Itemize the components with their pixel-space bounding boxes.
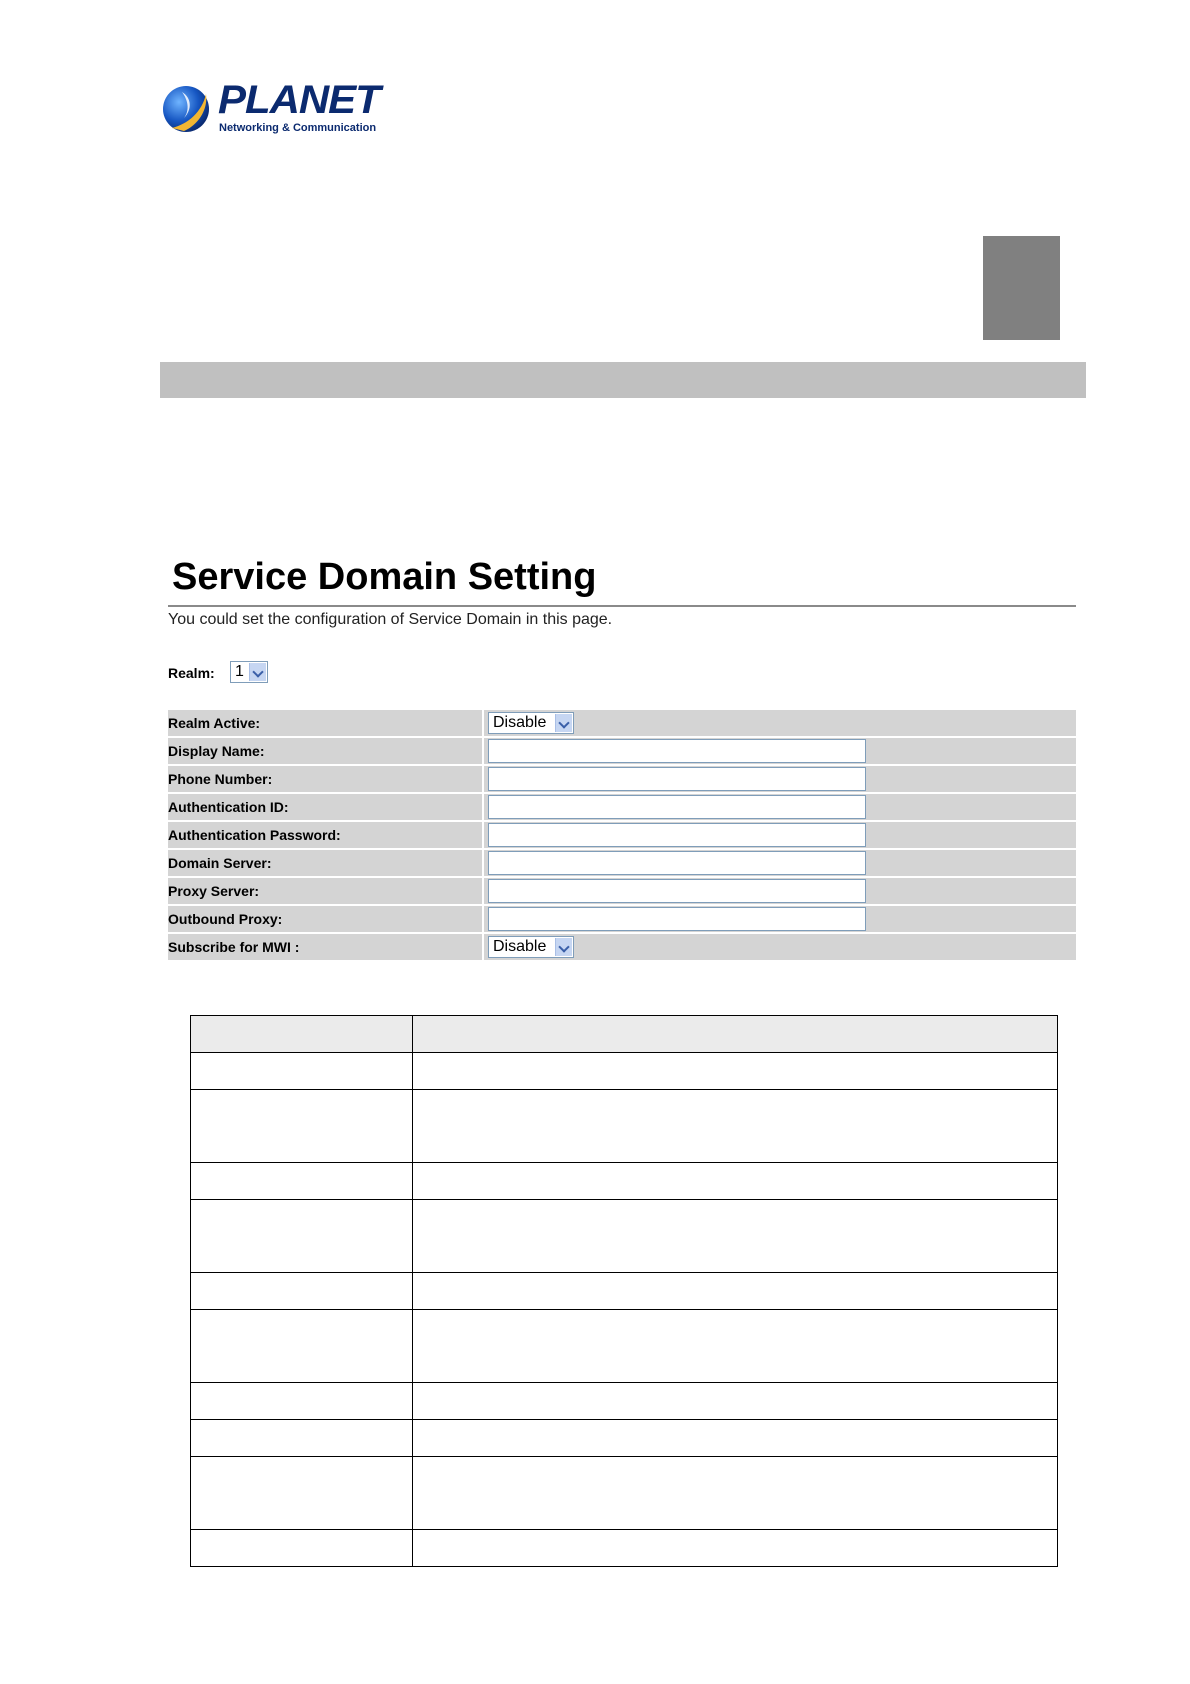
form-row-outbound-proxy (168, 906, 1076, 932)
realm-select[interactable] (230, 661, 268, 683)
table-cell (191, 1273, 413, 1310)
table-cell (191, 1016, 413, 1053)
table-cell (191, 1163, 413, 1200)
outbound-proxy-label: Outbound Proxy: (168, 911, 283, 927)
table-cell (413, 1420, 1058, 1457)
form-row-authentication-id (168, 794, 1076, 820)
table-cell (191, 1420, 413, 1457)
display-name-label: Display Name: (168, 743, 265, 759)
authentication-id-label: Authentication ID: (168, 799, 289, 815)
table-row (191, 1200, 1058, 1273)
chevron-down-icon (555, 938, 572, 956)
display-name-input[interactable] (488, 739, 866, 763)
form-row-display-name (168, 738, 1076, 764)
table-header-row (191, 1016, 1058, 1053)
form-row-realm-active (168, 710, 1076, 736)
outbound-proxy-input[interactable] (488, 907, 866, 931)
form-row-domain-server (168, 850, 1076, 876)
table-cell (413, 1383, 1058, 1420)
form-row-proxy-server (168, 878, 1076, 904)
table-cell (413, 1016, 1058, 1053)
table-cell (191, 1457, 413, 1530)
table-cell (413, 1273, 1058, 1310)
service-domain-form (168, 710, 1076, 962)
authentication-id-input[interactable] (488, 795, 866, 819)
table-row (191, 1383, 1058, 1420)
phone-number-label: Phone Number: (168, 771, 273, 787)
table-cell (413, 1090, 1058, 1163)
title-divider (168, 605, 1076, 607)
table-row (191, 1090, 1058, 1163)
table-cell (191, 1200, 413, 1273)
table-cell (413, 1053, 1058, 1090)
subscribe-mwi-label: Subscribe for MWI : (168, 939, 300, 955)
chapter-marker (983, 236, 1060, 340)
domain-server-label: Domain Server: (168, 855, 272, 871)
proxy-server-input[interactable] (488, 879, 866, 903)
table-row (191, 1420, 1058, 1457)
table-cell (413, 1163, 1058, 1200)
form-row-phone-number (168, 766, 1076, 792)
planet-logo (162, 78, 380, 138)
authentication-password-label: Authentication Password: (168, 827, 341, 843)
table-row (191, 1457, 1058, 1530)
domain-server-input[interactable] (488, 851, 866, 875)
parameter-table (190, 1015, 1058, 1567)
table-cell (413, 1310, 1058, 1383)
logo-tagline: Networking & Communication (219, 122, 377, 134)
subscribe-mwi-value: Disable (493, 938, 547, 955)
table-cell (191, 1053, 413, 1090)
table-cell (191, 1530, 413, 1567)
table-row (191, 1163, 1058, 1200)
realm-label: Realm: (168, 665, 215, 681)
table-row (191, 1273, 1058, 1310)
chevron-down-icon (555, 714, 572, 732)
table-cell (413, 1530, 1058, 1567)
phone-number-input[interactable] (488, 767, 866, 791)
chevron-down-icon (249, 663, 266, 681)
globe-icon (162, 84, 210, 134)
table-cell (191, 1383, 413, 1420)
realm-select-value: 1 (235, 663, 244, 680)
table-row (191, 1053, 1058, 1090)
logo-wordmark: PLANET (218, 78, 380, 122)
table-cell (191, 1310, 413, 1383)
form-row-subscribe-mwi (168, 934, 1076, 960)
table-cell (413, 1457, 1058, 1530)
table-cell (191, 1090, 413, 1163)
table-row (191, 1310, 1058, 1383)
form-row-authentication-password (168, 822, 1076, 848)
page-description: You could set the configuration of Service Domain in this page. (168, 611, 613, 628)
subscribe-mwi-select[interactable] (488, 936, 574, 958)
table-cell (413, 1200, 1058, 1273)
authentication-password-input[interactable] (488, 823, 866, 847)
realm-active-value: Disable (493, 714, 547, 731)
chapter-heading-bar (160, 362, 1086, 398)
page-title: Service Domain Setting (172, 556, 597, 598)
table-row (191, 1530, 1058, 1567)
realm-active-select[interactable] (488, 712, 574, 734)
realm-active-label: Realm Active: (168, 715, 261, 731)
proxy-server-label: Proxy Server: (168, 883, 260, 899)
